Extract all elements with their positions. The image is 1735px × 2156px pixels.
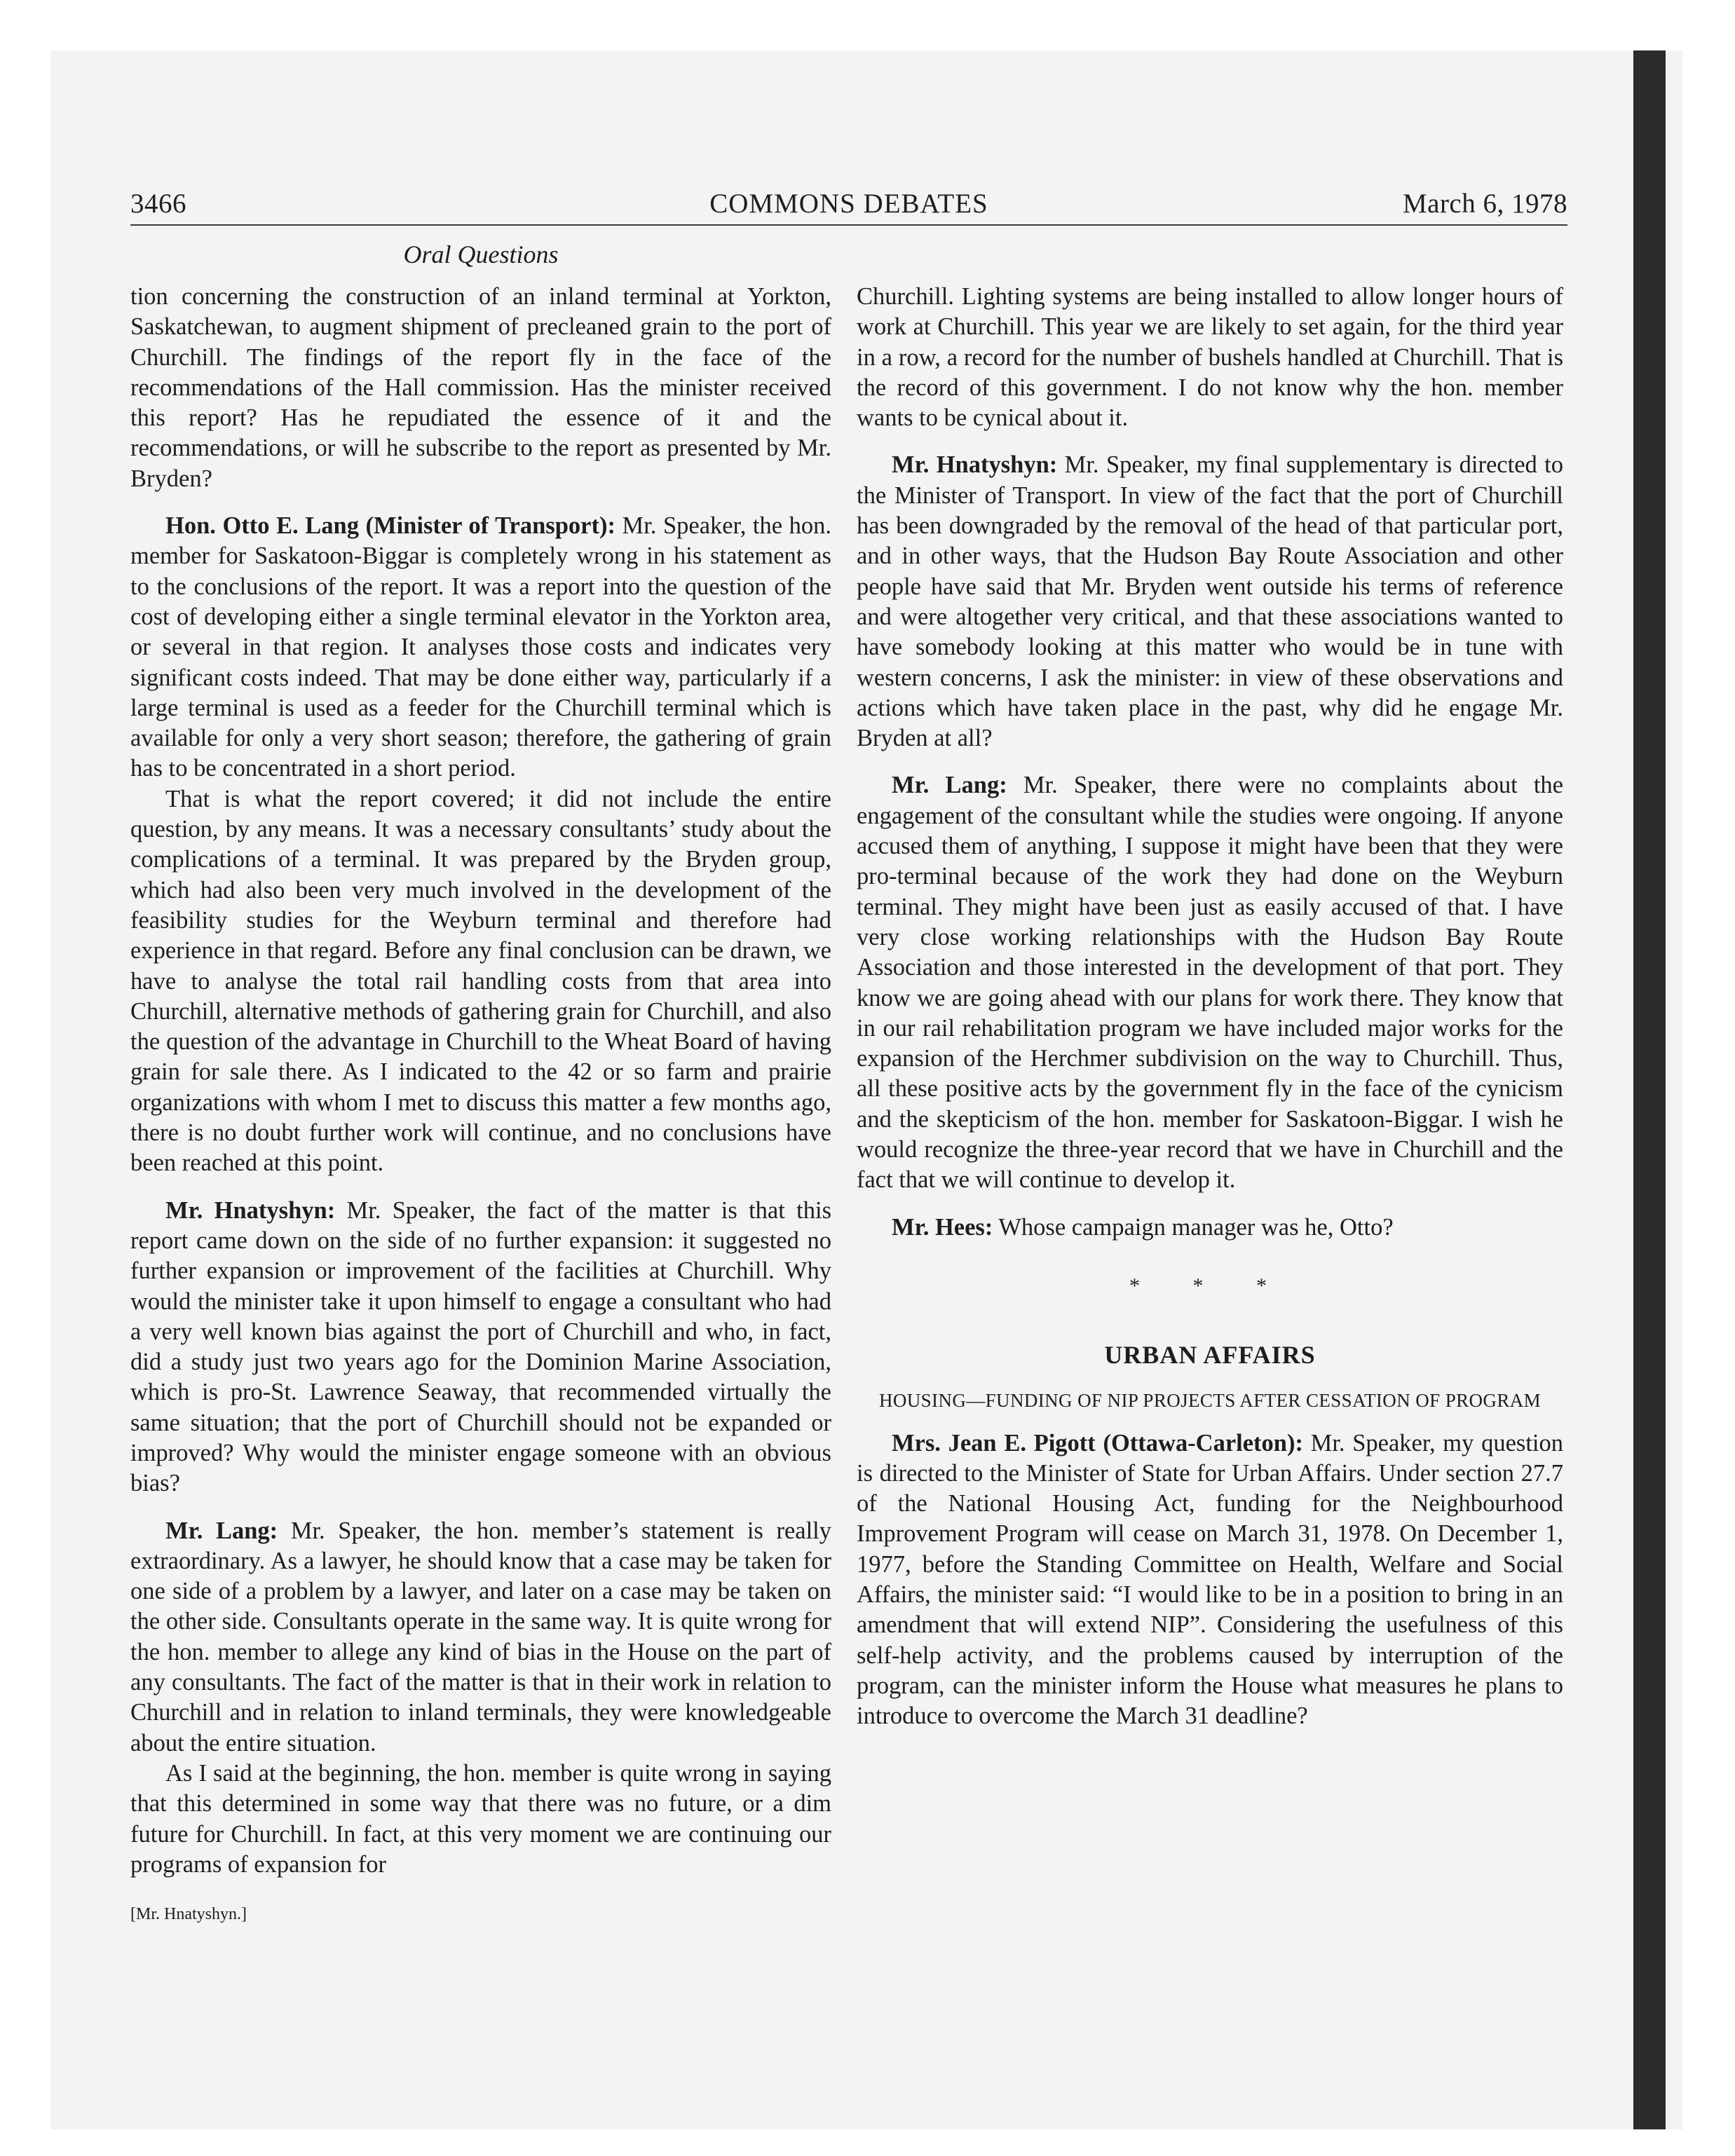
paragraph: [857, 450, 1563, 753]
publication-title: COMMONS DEBATES: [709, 189, 988, 219]
section-separator: * * *: [1129, 1274, 1291, 1297]
left-column: [130, 282, 831, 1930]
section-subheading: HOUSING—FUNDING OF NIP PROJECTS AFTER CESSATION OF PROGRAM: [878, 1389, 1542, 1411]
paragraph: Churchill. Lighting systems are being installed to allow longer hours of work at Churchill. This year we are likely to set again, for the third year in a row, a record for the number of bushels handled at Churchill. That is the record of this government. I do not know why the hon. member wants to be cynical about it.: [857, 283, 1563, 432]
speaker-name: Mrs. Jean E. Pigott (Ottawa-Carleton):: [892, 1429, 1303, 1456]
speech-text: Mr. Speaker, my final supplementary is directed to the Minister of Transport. In view of the fact that the port of Churchill has been downgraded by the removal of the head of that particular port, and in other ways, that the Hudson Bay Route Association and other people have said that Mr. Bryden went outside his terms of reference and were altogether very critical, and that these associations wanted to have somebody looking at this matter who would be in tune with western concerns, I ask the minister: in view of these observations and actions which have taken place in the past, why did he engage Mr. Bryden at all?: [857, 451, 1563, 752]
speech-text: Mr. Speaker, the hon. member for Saskatoon-Biggar is completely wrong in his statement as to the conclusions of the report. It was a report into the question of the cost of developing either a single terminal elevator in the Yorkton area, or several in that region. It analyses those costs and indicates very significant costs indeed. That may be done either way, particularly if a large terminal is used as a feeder for the Churchill terminal which is available for only a very short season; therefore, the gathering of grain has to be concentrated in a short period.: [130, 512, 831, 782]
page-number: 3466: [130, 189, 186, 219]
paragraph: [130, 1196, 831, 1499]
speech-text: Mr. Speaker, my question is directed to the Minister of State for Urban Affairs. Under section 27.7 of the National Housing Act, funding for the Neighbourhood Improvement Program will cease on March 31, 1978. On December 1, 1977, before the Standing Committee on Health, Welfare and Social Affairs, the minister said: “I would like to be in a position to bring in an amendment that will extend NIP”. Considering the usefulness of this self-help activity, and the problems caused by interruption of the program, can the minister inform the House what measures he plans to introduce to overcome the March 31 deadline?: [857, 1429, 1563, 1730]
speech-text: Whose campaign manager was he, Otto?: [993, 1213, 1394, 1241]
page-header: [130, 184, 1567, 227]
paragraph: As I said at the beginning, the hon. member is quite wrong in saying that this determined in some way that there was no future, or a dim future for Churchill. In fact, at this very moment we are continuing our programs of expansion for: [130, 1759, 831, 1878]
header-rule: [130, 224, 1567, 226]
paragraph: [130, 1516, 831, 1759]
section-title: Oral Questions: [403, 240, 559, 268]
speech-text: Mr. Speaker, the hon. member’s statement is really extraordinary. As a lawyer, he should know that a case may be taken for one side of a problem by a lawyer, and later on a case may be taken on the other side. Consultants operate in the same way. It is quite wrong for the hon. member to allege any kind of bias in the House on the part of any consultants. The fact of the matter is that in their work in relation to Churchill and in relation to inland terminals, they were knowledgeable about the entire situation.: [130, 1517, 831, 1756]
paragraph: [857, 1213, 1563, 1243]
speaker-name: Mr. Lang:: [892, 772, 1007, 799]
speech-text: Mr. Speaker, there were no complaints about the engagement of the consultant while the studies were ongoing. If anyone accused them of anything, I suppose it might have been that they were pro-terminal because of the work they had done on the Weyburn terminal. They might have been just as easily accused of that. I have very close working relationships with the Hudson Bay Route Association and those interested in the development of that port. They know we are going ahead with our plans for work there. They know that in our rail rehabilitation program we have included major works for the expansion of the Herchmer subdivision on the way to Churchill. Thus, all these positive acts by the government fly in the face of the cynicism and the skepticism of the hon. member for Saskatoon-Biggar. I wish he would recognize the three-year record that we have in Churchill and the fact that we will continue to develop it.: [857, 772, 1563, 1194]
scan-edge-shadow: [1633, 50, 1666, 2129]
speaker-name: Mr. Hees:: [892, 1213, 993, 1241]
paragraph: That is what the report covered; it did not include the entire question, by any means. It was a necessary consultants’ study about the complications of a terminal. It was prepared by the Bryden group, which had also been very much involved in the development of the feasibility studies for the Weyburn terminal and therefore had experience in that regard. Before any final conclusion can be drawn, we have to analyse the total rail handling costs from that area into Churchill, alternative methods of gathering grain for Churchill, and also the question of the advantage in Churchill to the Wheat Board of having grain for sale there. As I indicated to the 42 or so farm and prairie organizations with whom I met to discuss this matter a few months ago, there is no doubt further work will continue, and no conclusions have been reached at this point.: [130, 785, 831, 1177]
right-column: [857, 282, 1563, 1731]
paragraph: [130, 511, 831, 784]
publication-date: March 6, 1978: [1402, 189, 1567, 219]
speech-text: Mr. Speaker, the fact of the matter is that this report came down on the side of no further expansion: it suggested no further expansion or improvement of the facilities at Churchill. Why would the minister take it upon himself to engage a consultant who had a very well known bias against the port of Churchill and who, in fact, did a study just two years ago for the Dominion Marine Association, which is pro-St. Lawrence Seaway, that recommended virtually the same situation; that the port of Churchill should not be expanded or improved? Why would the minister engage someone with an obvious bias?: [130, 1196, 831, 1497]
speaker-name: Mr. Hnatyshyn:: [892, 451, 1058, 479]
paragraph: [857, 1428, 1563, 1732]
speaker-name: Mr. Hnatyshyn:: [165, 1196, 336, 1224]
paragraph: [857, 770, 1563, 1195]
footnote: [Mr. Hnatyshyn.]: [130, 1905, 247, 1924]
section-heading: URBAN AFFAIRS: [1104, 1341, 1316, 1370]
speaker-name: Hon. Otto E. Lang (Minister of Transport):: [165, 512, 615, 540]
paragraph: tion concerning the construction of an inland terminal at Yorkton, Saskatchewan, to augment shipment of precleaned grain to the port of Churchill. The findings of the report fly in the face of the recommendations of the Hall commission. Has the minister received this report? Has he repudiated the essence of it and the recommendations, or will he subscribe to the report as presented by Mr. Bryden?: [130, 283, 831, 492]
speaker-name: Mr. Lang:: [165, 1517, 278, 1544]
